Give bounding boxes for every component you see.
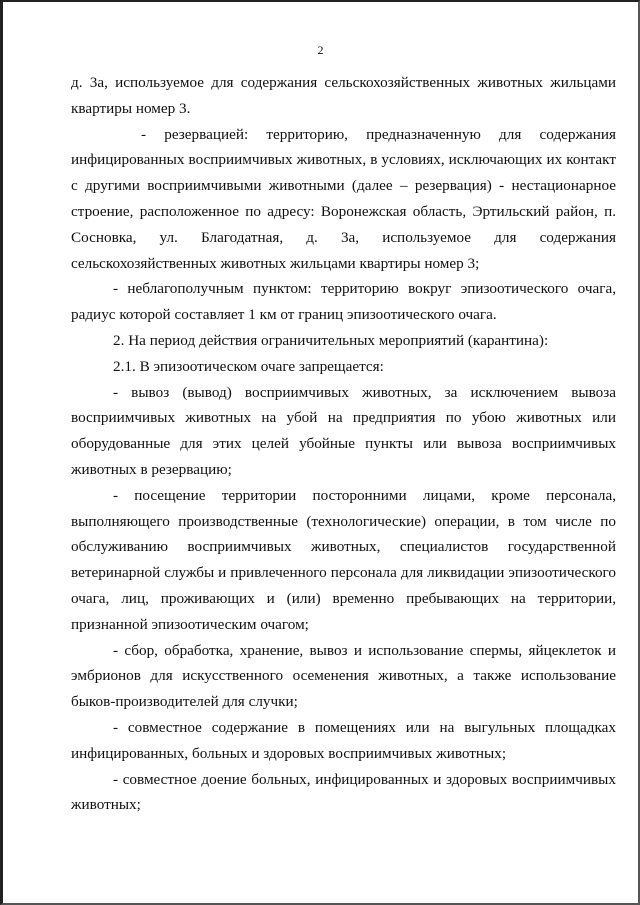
paragraph-ban-export: - вывоз (вывод) восприимчивых животных, за исключением вывоза восприимчивых животных на убой на предприятия по убою животных или оборудованные для этих целей убойные пункты или вывоза восприимчивых животных в резервацию;: [71, 383, 616, 478]
paragraph-ban-joint-keeping: - совместное содержание в помещениях или на выгульных площадках инфицированных, больных и здоровых восприимчивых животных;: [71, 718, 616, 762]
paragraph-ban-joint-milking: - совместное доение больных, инфицированных и здоровых восприимчивых животных;: [71, 770, 616, 814]
paragraph-ban-visits: - посещение территории посторонними лицами, кроме персонала, выполняющего производственные (технологические) операции, в том числе по обслуживанию восприимчивых животных, специалистов государственной ветеринарной службы и привлеченного персонала для ликвидации эпизоотического очага, лиц, проживающих и (или) временно пребывающих на территории, признанной эпизоотическим очагом;: [71, 486, 616, 633]
document-body: [71, 70, 616, 818]
paragraph-ban-semen-embryos: - сбор, обработка, хранение, вывоз и использование спермы, яйцеклеток и эмбрионов для искусственного осеменения животных, а также использование быков-производителей для случки;: [71, 641, 616, 711]
paragraph-address-continuation: д. 3а, используемое для содержания сельскохозяйственных животных жильцами квартиры номер 3.: [71, 74, 616, 117]
paragraph-unfavorable-point-definition: - неблагополучным пунктом: территорию вокруг эпизоотического очага, радиус которой составляет 1 км от границ эпизоотического очага.: [71, 280, 616, 324]
paragraph-section-2-heading: 2. На период действия ограничительных мероприятий (карантина):: [113, 331, 549, 349]
paragraph-section-2-1-heading: 2.1. В эпизоотическом очаге запрещается:: [113, 357, 384, 375]
paragraph-reservation-definition: - резервацией: территорию, предназначенную для содержания инфицированных восприимчивых животных, в условиях, исключающих их контакт с другими восприимчивыми животными (далее – резервация) - нестационарное строение, расположенное по адресу: Воронежская область, Эртильский район, п. Сосновка, ул. Благодатная, д. 3а, используемое для содержания сельскохозяйственных животных жильцами квартиры номер 3;: [71, 125, 616, 272]
page-number: 2: [317, 43, 324, 57]
